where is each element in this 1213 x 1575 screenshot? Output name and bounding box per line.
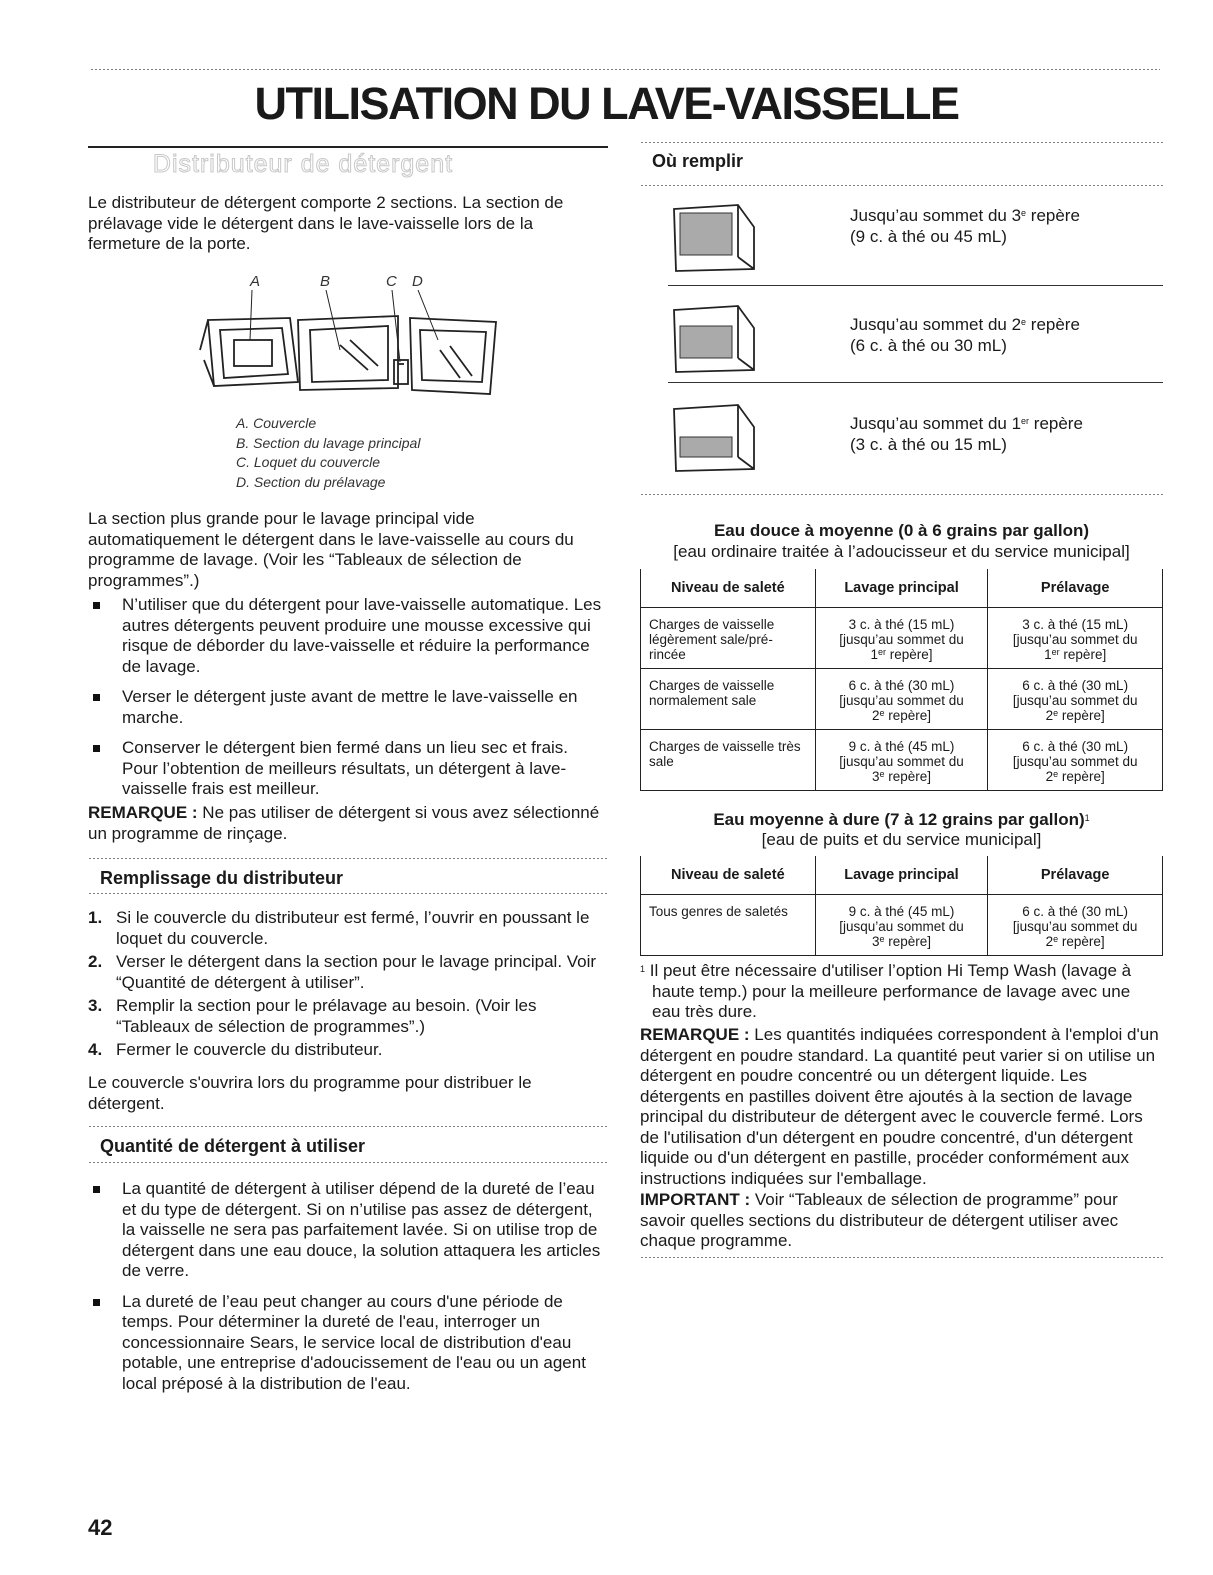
caption-b: B. Section du lavage principal: [236, 434, 421, 451]
main-wash-paragraph: La section plus grande pour le lavage principal vide automatiquement le détergent dans le lave-vaisselle au cours du programme de lavage. (Voir les “Tableaux de sélection de programmes”.): [88, 509, 574, 590]
ordinal-suffix: e: [1021, 208, 1027, 218]
prewash-cell: 6 c. à thé (30 mL) [jusqu’au sommet du 2e repère]: [988, 895, 1163, 956]
note-rinse: [88, 803, 608, 844]
caption-a: A. Couvercle: [236, 415, 317, 431]
fill-level-text: [850, 413, 1083, 455]
ordinal-suffix: er: [1021, 416, 1030, 426]
dotted-rule: [640, 493, 1163, 496]
column-header: Lavage principal: [815, 856, 988, 895]
main-wash-cell: 6 c. à thé (30 mL) [jusqu’au sommet du 2e repère]: [815, 669, 988, 730]
fill-level-line: Jusqu’au sommet du 1: [850, 414, 1022, 433]
fill-level-amount: (3 c. à thé ou 15 mL): [850, 435, 1007, 454]
footnote-text: Il peut être nécessaire d'utiliser l’option Hi Temp Wash (lavage à haute temp.) pour la meilleure performance de lavage avec une eau très dure.: [649, 961, 1132, 1021]
fill-level-1: [668, 413, 1163, 483]
step-number: 2.: [88, 952, 103, 971]
dotted-rule: [88, 1161, 608, 1164]
fill-level-amount: (9 c. à thé ou 45 mL): [850, 227, 1007, 246]
step-number: 4.: [88, 1040, 103, 1059]
top-dotted-rule: [90, 68, 1160, 71]
list-item: Verser le détergent juste avant de mettre le lave-vaisselle en marche.: [88, 687, 608, 728]
footnote: [640, 961, 1163, 1023]
section-title-detergent-dispenser: Distributeur de détergent: [152, 150, 454, 178]
fill-level-text: [850, 314, 1080, 356]
fill-level-amount: (6 c. à thé ou 30 mL): [850, 336, 1007, 355]
important-text: Voir “Tableaux de sélection de programme” pour savoir quelles sections du distributeur de détergent utiliser avec chaque programme.: [640, 1190, 1119, 1250]
note-text: Les quantités indiquées correspondent à l'emploi d'un détergent en poudre standard. La quantité peut varier si on utilise un détergent en poudre concentré ou un détergent liquide. Les détergents en pastilles doivent être ajoutés à la section de lavage principal du distributeur de détergent avec le couvercle fermé. Lors de l'utilisation d'un détergent en poudre concentré, d'un détergent liquide ou d'un détergent en pastille, procéder conformément aux instructions indiquées sur l'emballage.: [640, 1025, 1159, 1188]
hard-water-table: [640, 856, 1163, 956]
list-item: Conserver le détergent bien fermé dans un lieu sec et frais. Pour l’obtention de meilleurs résultats, un détergent à lave-vaisselle frais est meilleur.: [88, 738, 608, 800]
list-item: [88, 1040, 608, 1061]
table1-title: [640, 521, 1163, 541]
dispenser-illustration: [190, 290, 520, 402]
step-text: Fermer le couvercle du distributeur.: [116, 1040, 383, 1059]
fill-level-line: Jusqu’au sommet du 2: [850, 315, 1022, 334]
ordinal-suffix: e: [1021, 317, 1027, 327]
column-header: Lavage principal: [815, 569, 988, 608]
page-number: 42: [88, 1515, 113, 1540]
footnote-marker: 1: [1084, 813, 1090, 823]
table1-title-text: Eau douce à moyenne (0 à 6 grains par gallon): [713, 521, 1090, 540]
left-header-rule: [88, 146, 608, 148]
fill-level-line-end: repère: [1026, 315, 1080, 334]
table2-title-text: Eau moyenne à dure (7 à 12 grains par gallon): [713, 810, 1085, 829]
dispenser-full-icon: [668, 197, 768, 277]
soft-water-table: [640, 569, 1163, 791]
note-quantities: [640, 1025, 1163, 1189]
table-row: [641, 895, 1163, 956]
soil-level-cell: Tous genres de saletés: [641, 895, 816, 956]
column-header: Prélavage: [988, 856, 1163, 895]
note-text: Ne pas utiliser de détergent si vous avez sélectionné un programme de rinçage.: [88, 803, 600, 843]
list-item: [88, 908, 608, 949]
dotted-rule: [640, 141, 1163, 144]
column-header: Niveau de saleté: [641, 569, 816, 608]
table-row: [641, 608, 1163, 669]
dotted-rule: [88, 857, 608, 860]
table-row: [641, 669, 1163, 730]
detergent-tips-list: [88, 595, 608, 810]
soil-level-cell: Charges de vaisselle très sale: [641, 730, 816, 791]
dotted-rule: [88, 892, 608, 895]
fill-level-line-end: repère: [1029, 414, 1083, 433]
table-row: [641, 730, 1163, 791]
dispenser-one-third-icon: [668, 397, 768, 477]
detergent-quantity-heading: Quantité de détergent à utiliser: [100, 1136, 366, 1156]
prewash-cell: 6 c. à thé (30 mL) [jusqu’au sommet du 2e repère]: [988, 730, 1163, 791]
table1-subtitle: [eau ordinaire traitée à l’adoucisseur et du service municipal]: [673, 542, 1130, 561]
figure-letter-c: C: [386, 273, 397, 290]
table2-subtitle: [eau de puits et du service municipal]: [761, 830, 1042, 849]
prewash-cell: 3 c. à thé (15 mL) [jusqu’au sommet du 1er repère]: [988, 608, 1163, 669]
fill-level-line-end: repère: [1026, 206, 1080, 225]
dispenser-two-thirds-icon: [668, 298, 768, 378]
dotted-rule: [640, 1256, 1163, 1259]
fill-level-2: [668, 314, 1163, 384]
important-note: [640, 1190, 1163, 1252]
soil-level-cell: Charges de vaisselle légèrement sale/pré-rincée: [641, 608, 816, 669]
figure-letter-d: D: [412, 273, 423, 290]
footnote-marker: 1: [640, 964, 646, 974]
dispenser-figure: [190, 272, 520, 402]
divider: [668, 382, 1163, 383]
divider: [668, 285, 1163, 286]
fill-steps-list: [88, 908, 608, 1064]
soil-level-cell: Charges de vaisselle normalement sale: [641, 669, 816, 730]
step-text: Si le couvercle du distributeur est fermé, l’ouvrir en poussant le loquet du couvercle.: [116, 908, 590, 948]
note-label: REMARQUE :: [88, 803, 198, 822]
step-text: Verser le détergent dans la section pour le lavage principal. Voir “Quantité de détergent à utiliser”.: [116, 952, 597, 992]
fill-level-text: [850, 205, 1080, 247]
dotted-rule: [88, 1125, 608, 1128]
list-item: La dureté de l’eau peut changer au cours d'une période de temps. Pour déterminer la dureté de l'eau, interroger un concessionnaire Sears, le service local de distribution d'eau potable, une entreprise d'adoucissement de l'eau ou un agent local préposé à la distribution de l'eau.: [88, 1292, 608, 1395]
fill-level-line: Jusqu’au sommet du 3: [850, 206, 1022, 225]
note-label: REMARQUE :: [640, 1025, 750, 1044]
caption-c: C. Loquet du couvercle: [236, 454, 380, 470]
table2-title: [640, 810, 1163, 830]
step-text: Remplir la section pour le prélavage au besoin. (Voir les “Tableaux de sélection de programmes”.): [116, 996, 537, 1036]
caption-d: D. Section du prélavage: [236, 473, 386, 490]
main-wash-cell: 9 c. à thé (45 mL) [jusqu’au sommet du 3e repère]: [815, 730, 988, 791]
list-item: [88, 996, 608, 1037]
dotted-rule: [640, 184, 1163, 187]
list-item: La quantité de détergent à utiliser dépend de la dureté de l’eau et du type de détergent. Si on n’utilise pas assez de détergent, la vaisselle ne sera pas parfaitement lavée. Si on utilise trop de détergent dans une eau douce, la solution attaquera les articles de verre.: [88, 1179, 608, 1282]
prewash-cell: 6 c. à thé (30 mL) [jusqu’au sommet du 2e repère]: [988, 669, 1163, 730]
main-wash-cell: 3 c. à thé (15 mL) [jusqu’au sommet du 1er repère]: [815, 608, 988, 669]
step-number: 3.: [88, 996, 103, 1015]
water-hardness-list: [88, 1179, 608, 1404]
column-header: Prélavage: [988, 569, 1163, 608]
step-number: 1.: [88, 908, 103, 927]
important-label: IMPORTANT :: [640, 1190, 751, 1209]
page-title: UTILISATION DU LAVE-VAISSELLE: [254, 78, 959, 129]
after-steps-paragraph: Le couvercle s'ouvrira lors du programme pour distribuer le détergent.: [88, 1073, 532, 1113]
figure-captions: [236, 414, 420, 492]
intro-paragraph: Le distributeur de détergent comporte 2 sections. La section de prélavage vide le détergent dans le lave-vaisselle lors de la fermeture de la porte.: [88, 193, 564, 253]
column-header: Niveau de saleté: [641, 856, 816, 895]
list-item: N’utiliser que du détergent pour lave-vaisselle automatique. Les autres détergents peuvent produire une mousse excessive qui risque de déborder du lave-vaisselle et réduire la performance de lavage.: [88, 595, 608, 677]
figure-letter-a: A: [250, 273, 261, 290]
main-wash-cell: 9 c. à thé (45 mL) [jusqu’au sommet du 3e repère]: [815, 895, 988, 956]
where-to-fill-heading: Où remplir: [652, 151, 744, 171]
fill-dispenser-heading: Remplissage du distributeur: [100, 868, 344, 888]
list-item: [88, 952, 608, 993]
figure-letter-b: B: [320, 273, 331, 290]
fill-level-3: [668, 205, 1163, 285]
